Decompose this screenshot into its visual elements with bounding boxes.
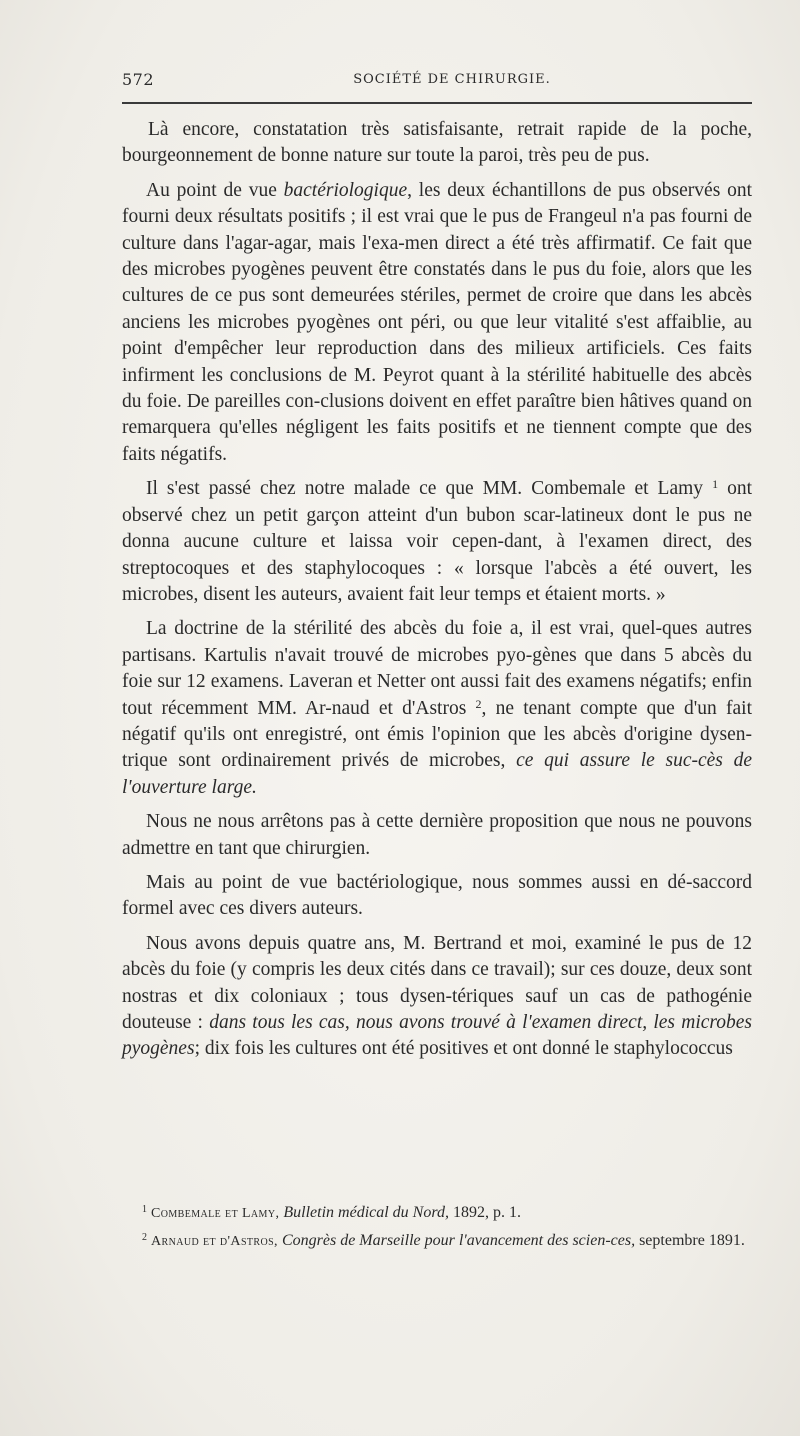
footnote-2: $^2$ Arnaud et d'Astros, Congrès de Marseille pour l'avancement des scien-ces, septembre 1891.: [142, 1232, 745, 1249]
emphasis: dans tous les cas, nous avons trouvé à l'examen direct, les microbes pyogènes: [122, 1012, 753, 1060]
body-text: [122, 117, 752, 1071]
paragraph-3: Il s'est passé chez notre malade ce que MM. Combemale et Lamy $^1$ ont observé chez un petit garçon atteint d'un bubon scar-latineux dont le pus ne donna aucune culture et laissa voir cepen-dant, à l'examen direct, des streptocoques et des staphylocoques : « lorsque l'abcès a été ouvert, les microbes, disent les auteurs, avaient fait leur temps et étaient morts. »: [122, 477, 753, 605]
footnote-ref-1: 1: [712, 477, 719, 492]
running-head: SOCIÉTÉ DE CHIRURGIE.: [353, 72, 551, 87]
paragraph-7: Nous avons depuis quatre ans, M. Bertrand et moi, examiné le pus de 12 abcès du foie (y compris les deux cités dans ce travail); sur ces douze, deux sont nostras et dix coloniaux ; tous dysen-tériques sauf un cas de pathogénie douteuse : dans tous les cas, nous avons trouvé à l'examen direct, les microbes pyogènes; dix fois les cultures ont été positives et ont donné le staphylococcus: [122, 932, 753, 1060]
paragraph-2: Au point de vue bactériologique, les deux échantillons de pus observés ont fourni deux résultats positifs ; il est vrai que le pus de Frangeul n'a pas fourni de culture dans l'agar-agar, mais l'exa-men direct a été très affirmatif. Ce fait que des microbes pyogènes peuvent être constatés dans le pus du foie, alors que les cultures de ce pus sont demeurées stériles, permet de croire que dans les abcès anciens les microbes pyogènes ont péri, ou que leur vitalité s'est affaiblie, au point d'empêcher leur reproduction dans des milieux artificiels. Ces faits infirment les conclusions de M. Peyrot quant à la stérilité habituelle des abcès du foie. De pareilles con-clusions doivent en effet paraître bien hâtives quand on remarquera qu'elles négligent les faits positifs et ne tiennent compte que des faits négatifs.: [122, 179, 752, 465]
footnote-ref-2: 2: [475, 696, 482, 711]
footnote-1: $^1$ Combemale et Lamy, Bulletin médical du Nord, 1892, p. 1.: [142, 1204, 521, 1221]
footnote-authors: Arnaud et d'Astros,: [151, 1234, 278, 1249]
footnotes: [122, 1198, 752, 1254]
paragraph-1: Là encore, constatation très satisfaisante, retrait rapide de la poche, bourgeonnement de bonne nature sur toute la paroi, très peu de pus.: [122, 119, 752, 167]
paragraph-6: Mais au point de vue bactériologique, nous sommes aussi en dé-saccord formel avec ces divers auteurs.: [122, 871, 752, 920]
emphasis: ce qui assure le suc-cès de l'ouverture large.: [122, 750, 752, 798]
emphasis: bactériologique: [283, 179, 408, 201]
footnote-title: Bulletin médical du Nord,: [283, 1204, 449, 1221]
page-header: [122, 70, 752, 94]
page-number: 572: [122, 70, 155, 89]
paragraph-5: Nous ne nous arrêtons pas à cette dernière proposition que nous ne pouvons admettre en tant que chirurgien.: [122, 811, 752, 859]
footnote-authors: Combemale et Lamy,: [151, 1206, 280, 1221]
footnote-title: Congrès de Marseille pour l'avancement des scien-ces,: [281, 1232, 636, 1249]
header-rule: [122, 102, 752, 104]
paragraph-4: La doctrine de la stérilité des abcès du foie a, il est vrai, quel-ques autres partisans. Kartulis n'avait trouvé de microbes pyo-gènes que dans 5 abcès du foie sur 12 examens. Laveran et Netter ont aussi fait des examens négatifs; enfin tout récemment MM. Ar-naud et d'Astros $^2$, ne tenant compte que d'un fait négatif qu'ils ont enregistré, ont émis l'opinion que les abcès d'origine dysen-trique sont ordinairement privés de microbes, ce qui assure le suc-cès de l'ouverture large.: [122, 618, 752, 798]
